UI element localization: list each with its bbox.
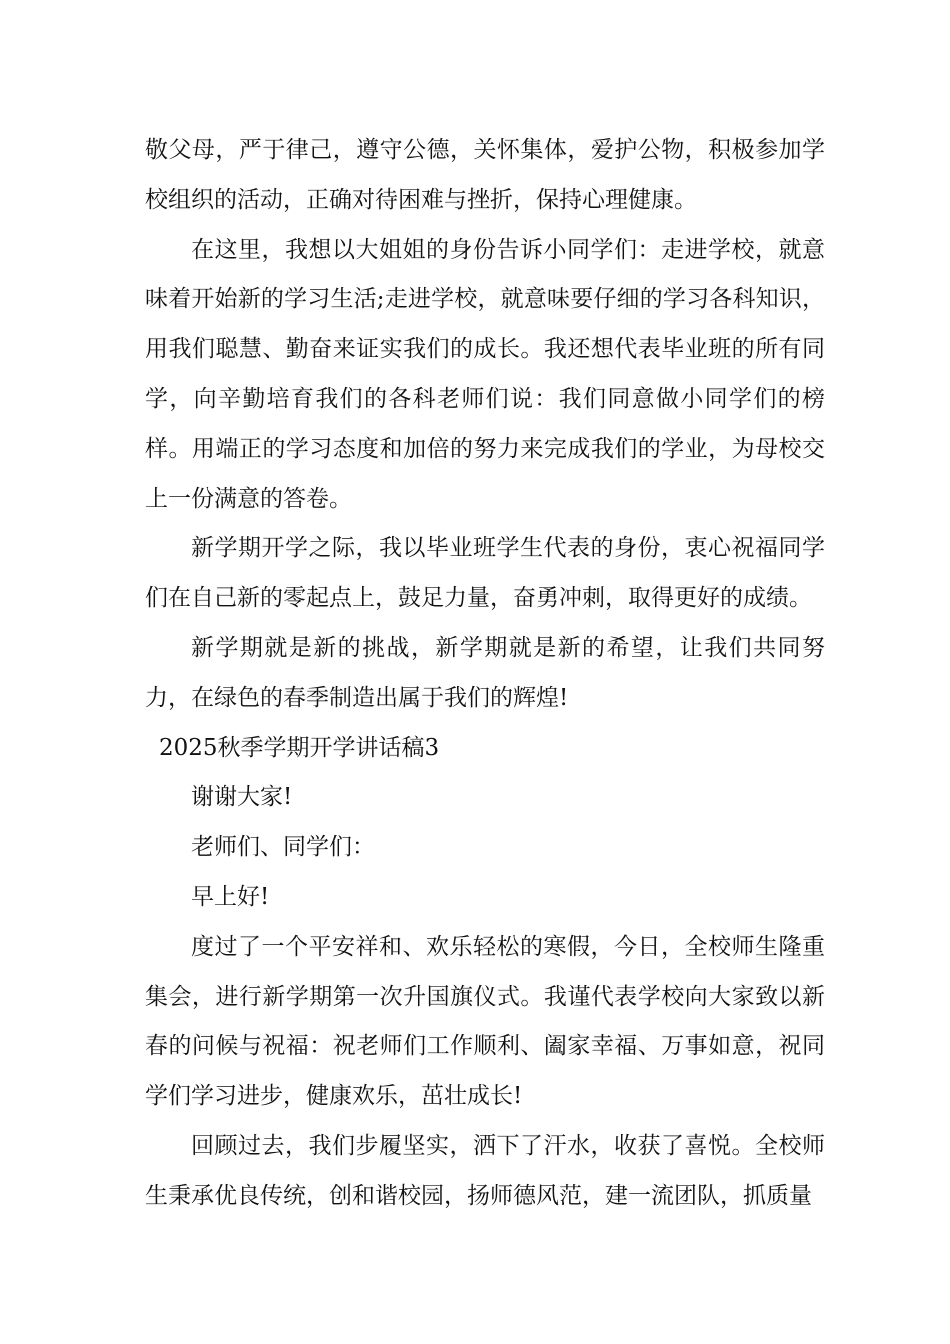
paragraph-4: 新学期就是新的挑战，新学期就是新的希望，让我们共同努力，在绿色的春季制造出属于我们的辉煌! xyxy=(145,634,825,711)
paragraph-2: 在这里，我想以大姐姐的身份告诉小同学们：走进学校，就意味着开始新的学习生活;走进学校，就意味要仔细的学习各科知识，用我们聪慧、勤奋来证实我们的成长。我还想代表毕业班的所有同学，向辛勤培育我们的各科老师们说：我们同意做小同学们的榜样。用端正的学习态度和加倍的努力来完成我们的学业，为母校交上一份满意的答卷。 xyxy=(145,236,825,512)
paragraph-1: 敬父母，严于律己，遵守公德，关怀集体，爱护公物，积极参加学校组织的活动，正确对待困难与挫折，保持心理健康。 xyxy=(145,137,825,213)
paragraph-salutation: 老师们、同学们： xyxy=(191,834,375,861)
paragraph-6: 回顾过去，我们步履坚实，洒下了汗水，收获了喜悦。全校师生秉承优良传统，创和谐校园，扬师德风范，建一流团队，抓质量 xyxy=(145,1132,825,1209)
paragraph-greeting: 早上好! xyxy=(191,883,270,910)
section-heading: 2025秋季学期开学讲话稿3 xyxy=(159,734,440,761)
document-body xyxy=(145,126,825,1222)
paragraph-5: 度过了一个平安祥和、欢乐轻松的寒假，今日，全校师生隆重集会，进行新学期第一次升国旗仪式。我谨代表学校向大家致以新春的问候与祝福：祝老师们工作顺利、阖家幸福、万事如意，祝同学们学习进步，健康欢乐，茁壮成长! xyxy=(145,933,825,1110)
paragraph-thanks: 谢谢大家! xyxy=(191,784,293,811)
paragraph-3: 新学期开学之际，我以毕业班学生代表的身份，衷心祝福同学们在自己新的零起点上，鼓足力量，奋勇冲刺，取得更好的成绩。 xyxy=(145,535,825,612)
